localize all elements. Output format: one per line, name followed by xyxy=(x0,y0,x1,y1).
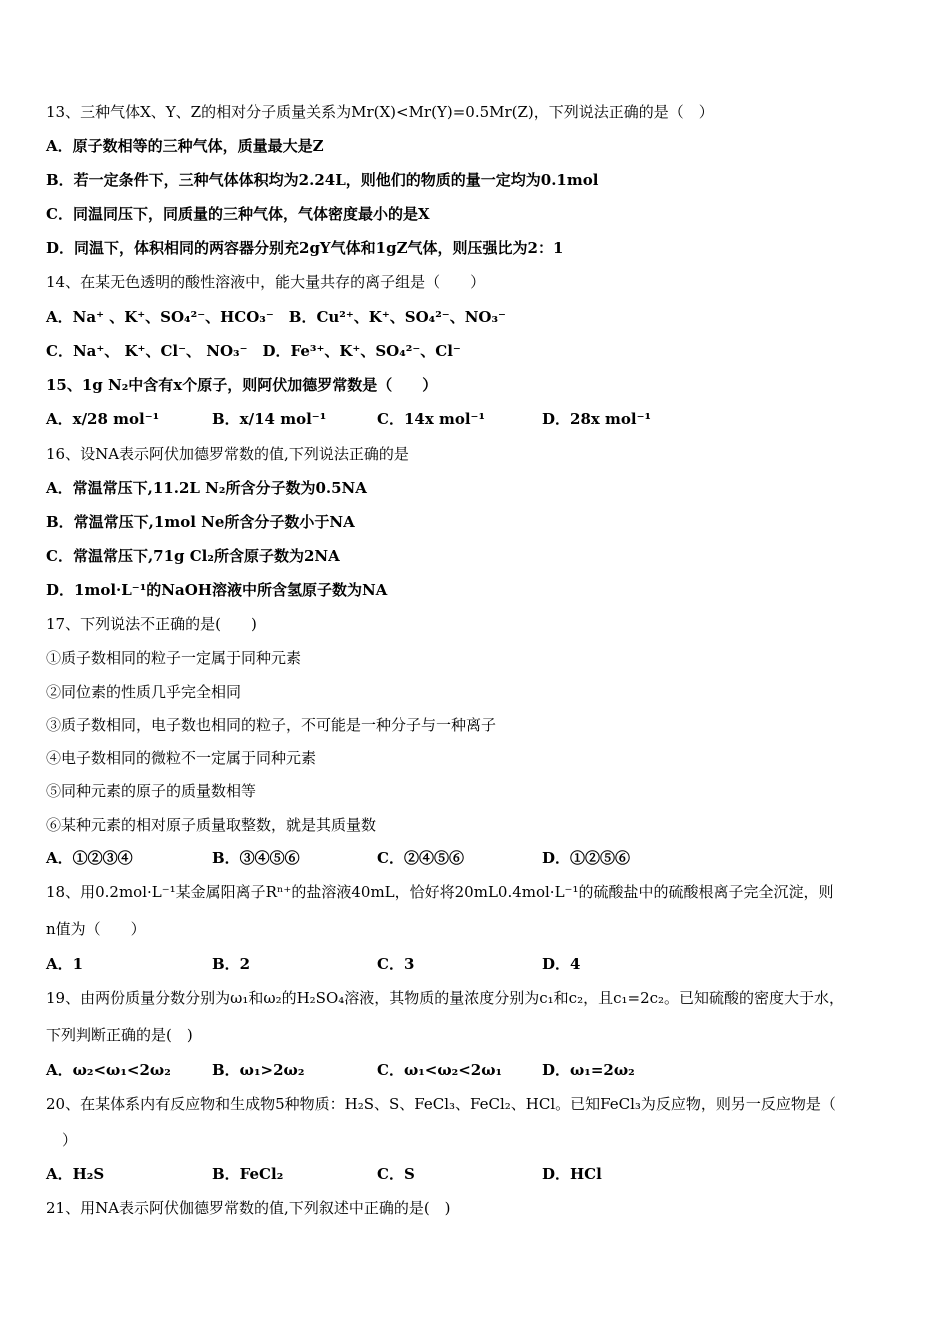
q16-option-b: B．常温常压下,1mol Ne所含分子数小于NA xyxy=(46,513,355,531)
q21-stem: 21、用NA表示阿伏伽德罗常数的值,下列叙述中正确的是( ) xyxy=(46,1199,451,1217)
q14-options-line1: A．Na⁺ 、K⁺、SO₄²⁻、HCO₃⁻ B．Cu²⁺、K⁺、SO₄²⁻、NO₃⁻ xyxy=(46,308,506,326)
q18-option-d: D．4 xyxy=(542,955,581,973)
q16-option-d: D．1mol·L⁻¹的NaOH溶液中所含氢原子数为NA xyxy=(46,581,388,599)
q19-stem-line1: 19、由两份质量分数分别为ω₁和ω₂的H₂SO₄溶液，其物质的量浓度分别为c₁和c₂，且c₁=2c₂。已知硫酸的密度大于水， xyxy=(46,989,845,1007)
q18-stem-line2: n值为（ ） xyxy=(46,920,146,938)
q17-option-d: D．①②⑤⑥ xyxy=(542,849,631,867)
q18-stem-line1: 18、用0.2mol·L⁻¹某金属阳离子Rⁿ⁺的盐溶液40mL，恰好将20mL0.4mol·L⁻¹的硫酸盐中的硫酸根离子完全沉淀，则 xyxy=(46,883,834,901)
q18-option-b: B．2 xyxy=(212,955,251,973)
q20-option-a: A．H₂S xyxy=(46,1165,105,1183)
q17-option-b: B．③④⑤⑥ xyxy=(212,849,300,867)
q17-statement-5: ⑤同种元素的原子的质量数相等 xyxy=(46,782,257,800)
q13-option-b: B．若一定条件下，三种气体体积均为2.24L，则他们的物质的量一定均为0.1mol xyxy=(46,171,599,189)
q17-statement-6: ⑥某种元素的相对原子质量取整数，就是其质量数 xyxy=(46,816,377,834)
q20-option-d: D．HCl xyxy=(542,1165,602,1183)
q20-stem-line2: ） xyxy=(62,1131,78,1149)
q13-option-a: A．原子数相等的三种气体，质量最大是Z xyxy=(46,137,324,155)
q20-stem-line1: 20、在某体系内有反应物和生成物5种物质：H₂S、S、FeCl₃、FeCl₂、HCl。已知FeCl₃为反应物，则另一反应物是（ xyxy=(46,1095,836,1113)
q16-stem: 16、设NA表示阿伏加德罗常数的值,下列说法正确的是 xyxy=(46,445,409,463)
q16-option-a: A．常温常压下,11.2L N₂所含分子数为0.5NA xyxy=(46,479,367,497)
q19-option-c: C．ω₁<ω₂<2ω₁ xyxy=(377,1061,503,1079)
q19-option-a: A．ω₂<ω₁<2ω₂ xyxy=(46,1061,171,1079)
q16-option-c: C．常温常压下,71g Cl₂所含原子数为2NA xyxy=(46,547,340,565)
q13-stem: 13、三种气体X、Y、Z的相对分子质量关系为Mr(X)<Mr(Y)=0.5Mr(Z)，下列说法正确的是（ ） xyxy=(46,103,714,121)
q14-options-line2: C．Na⁺、 K⁺、Cl⁻、 NO₃⁻ D．Fe³⁺、K⁺、SO₄²⁻、Cl⁻ xyxy=(46,342,461,360)
q20-option-c: C．S xyxy=(377,1165,415,1183)
q17-statement-1: ①质子数相同的粒子一定属于同种元素 xyxy=(46,649,302,667)
q15-option-c: C．14x mol⁻¹ xyxy=(377,410,486,428)
q13-option-c: C．同温同压下，同质量的三种气体，气体密度最小的是X xyxy=(46,205,430,223)
q17-statement-4: ④电子数相同的微粒不一定属于同种元素 xyxy=(46,749,317,767)
q18-option-c: C．3 xyxy=(377,955,415,973)
q15-option-d: D．28x mol⁻¹ xyxy=(542,410,652,428)
q13-option-d: D．同温下，体积相同的两容器分别充2gY气体和1gZ气体，则压强比为2：1 xyxy=(46,239,564,257)
q15-option-a: A．x/28 mol⁻¹ xyxy=(46,410,160,428)
q17-option-c: C．②④⑤⑥ xyxy=(377,849,464,867)
q15-option-b: B．x/14 mol⁻¹ xyxy=(212,410,327,428)
q19-option-b: B．ω₁>2ω₂ xyxy=(212,1061,305,1079)
q17-stem: 17、下列说法不正确的是( ) xyxy=(46,615,257,633)
q15-stem: 15、1g N₂中含有x个原子，则阿伏加德罗常数是（ ） xyxy=(46,376,438,394)
q20-option-b: B．FeCl₂ xyxy=(212,1165,284,1183)
q18-option-a: A．1 xyxy=(46,955,84,973)
q17-option-a: A．①②③④ xyxy=(46,849,133,867)
q19-stem-line2: 下列判断正确的是( ) xyxy=(46,1026,193,1044)
q19-option-d: D．ω₁=2ω₂ xyxy=(542,1061,635,1079)
q14-stem: 14、在某无色透明的酸性溶液中，能大量共存的离子组是（ ） xyxy=(46,273,486,291)
q17-statement-3: ③质子数相同，电子数也相同的粒子，不可能是一种分子与一种离子 xyxy=(46,716,497,734)
q17-statement-2: ②同位素的性质几乎完全相同 xyxy=(46,683,242,701)
